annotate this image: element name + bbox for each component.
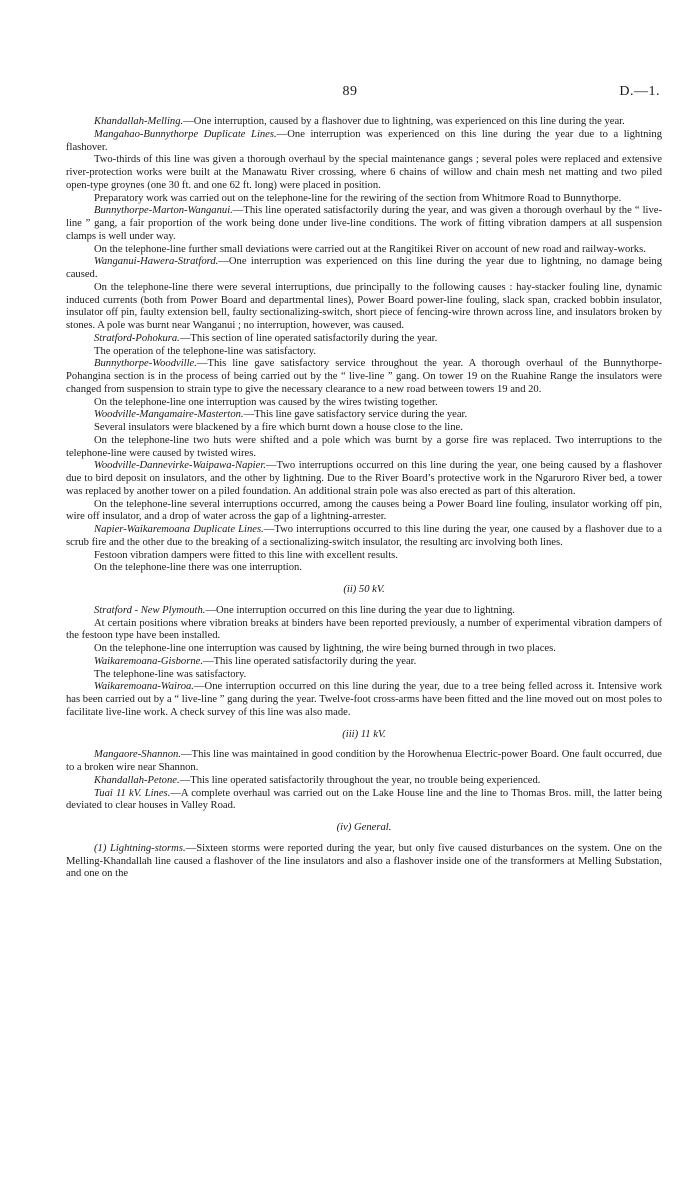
- paragraph-title: Khandallah-Melling.: [94, 116, 184, 127]
- paragraph: [66, 282, 662, 333]
- paragraph-text: Two-thirds of this line was given a thorough overhaul by the special maintenance gangs ; several poles were replaced and extensive river-protection works were built at the Manawatu River crossing, where 6 chains of willow and chain mesh net matting and two piled open-type groynes (one 30 ft. and one 62 ft. long) were placed in position.: [66, 154, 662, 191]
- section-heading: [66, 822, 662, 835]
- paragraph: Tuai 11 kV. Lines.—A complete overhaul was carried out on the Lake House line and the line to Thomas Bros. mill, the latter being deviated to clear houses in Valley Road.: [66, 787, 662, 812]
- paragraph-text: This line was maintained in good condition by the Horowhenua Electric-power Board. One fault occurred, due to a broken wire near Shannon.: [66, 749, 662, 773]
- paragraph-text: On the telephone-line one interruption was caused by lightning, the wire being burned through in two places.: [94, 643, 556, 654]
- paragraph-text: Several insulators were blackened by a fire which burnt down a house close to the line.: [94, 422, 463, 433]
- paragraph-text: One interruption occurred on this line during the year due to lightning.: [216, 604, 515, 616]
- paragraph: Stratford - New Plymouth.—One interruption occurred on this line during the year due to lightning.: [94, 604, 515, 616]
- paragraph-text: This line operated satisfactorily during the year, and was given a thorough overhaul by the “ live-line ” gang, a fair proportion of the work being done under live-line conditions. The work of fitting vibration dampers at all suspension clamps is well under way.: [66, 205, 662, 242]
- paragraph-title: Wanganui-Hawera-Stratford.: [94, 256, 219, 268]
- paragraph: Khandallah-Melling.—One interruption, caused by a flashover due to lightning, was experienced on this line during the year.: [94, 116, 625, 127]
- paragraph: Mangaore-Shannon.—This line was maintained in good condition by the Horowhenua Electric-power Board. One fault occurred, due to a broken wire near Shannon.: [66, 749, 662, 773]
- paragraph-title: (1) Lightning-storms.: [94, 842, 186, 854]
- document-reference: D.—1.: [619, 84, 660, 99]
- paragraph: [66, 244, 662, 257]
- paragraph-text: At certain positions where vibration breaks at binders have been reported previously, a number of experimental vibration dampers of the festoon type have been installed.: [66, 617, 662, 642]
- paragraph-text: Two interruptions occurred on this line during the year, one being caused by a flashover due to bird deposit on insulators, and the other by lightning. Due to the River Board’s protective work in the Ngaruroro River bed, a tower was replaced by another tower on a piled foundation. An additional strain pole was also erected as part of this alteration.: [66, 460, 662, 497]
- paragraph: Napier-Waikaremoana Duplicate Lines.—Two interruptions occurred to this line during the year, one caused by a flashover due to a scrub fire and the other due to the breaking of a sectionalizing-switch insulator, the resulting arc involving both lines.: [66, 524, 663, 548]
- paragraph-text: Two interruptions occurred to this line during the year, one caused by a flashover due to a scrub fire and the other due to the breaking of a sectionalizing-switch insulator, the resulting arc involving both lines.: [66, 524, 663, 548]
- paragraph: Waikaremoana-Wairoa.—One interruption occurred on this line during the year, due to a tree being felled across it. Intensive work has been carried out by a “ live-line ” gang during the year. Twelve-foot cross-arms have been fitted and the line moved out on most poles to facilitate live-line work. A check survey of this line was also made.: [66, 681, 662, 718]
- paragraph: [66, 346, 662, 359]
- section-heading-text: (iv) General.: [336, 822, 392, 833]
- paragraph-title: Stratford-Pohokura.: [94, 332, 180, 344]
- paragraph-title: Bunnythorpe-Marton-Wanganui.: [94, 205, 233, 217]
- paragraph-title: Waikaremoana-Gisborne.: [94, 655, 203, 667]
- paragraph-text: The operation of the telephone-line was satisfactory.: [94, 345, 316, 357]
- paragraph-text: Sixteen storms were reported during the year, but only five caused disturbances on the system. One on the Melling-Khandallah line caused a flashover of the line insulators and also a flashover inside one of the transformers at Melling Substation, and one on the: [66, 842, 662, 880]
- paragraph-text: This line gave satisfactory service during the year.: [254, 409, 468, 421]
- paragraph-text: One interruption, caused by a flashover due to lightning, was experienced on this line during the year.: [193, 116, 625, 127]
- paragraph: Wanganui-Hawera-Stratford.—One interruption was experienced on this line during the year due to lightning, no damage being caused.: [66, 256, 662, 280]
- paragraph-text: On the telephone-line there were several interruptions, due principally to the following causes : hay-stacker fouling line, dynamic induced currents (both from Power Board and departmental lines), Power Board power-line fouling, slack span, cracked bobbin insulator, insulator off pin, faulty extension bell, faulty sectionalizing-switch, short piece of fencing-wire thrown across line, and insulators broken by stones. A pole was burnt near Wanganui ; no interruption, however, was caused.: [66, 281, 662, 331]
- paragraph-title: Woodville-Dannevirke-Waipawa-Napier.: [94, 460, 266, 472]
- paragraph-text: One interruption occurred on this line during the year, due to a tree being felled across it. Intensive work has been carried out by a “ live-line ” gang during the year. Twelve-foot cross-arms have been fitted and the line moved out on most poles to facilitate live-line work. A check survey of this line was also made.: [66, 681, 662, 718]
- section-heading: [66, 584, 662, 597]
- paragraph: Woodville-Dannevirke-Waipawa-Napier.—Two interruptions occurred on this line during the year, one being caused by a flashover due to bird deposit on insulators, and the other by lightning. Due to the River Board’s protective work in the Ngaruroro River bed, a tower was replaced by another tower on a piled foundation. An additional strain pole was also erected as part of this alteration.: [66, 460, 662, 497]
- paragraph-text: One interruption was experienced on this line during the year due to a lightning flashover.: [66, 128, 662, 153]
- paragraph-text: This line gave satisfactory service throughout the year. A thorough overhaul of the Bunnythorpe-Pohangina section is in the process of being carried out by the “ live-line ” gang. On tower 19 on the Ruahine Range the insulators were changed from suspension to strain type to give the necessary clearance to a new road between towers 19 and 20.: [66, 358, 662, 395]
- paragraph-text: The telephone-line was satisfactory.: [94, 668, 247, 680]
- paragraph: [66, 397, 662, 410]
- paragraph: [66, 422, 662, 435]
- paragraph-title: Khandallah-Petone.: [94, 774, 180, 786]
- paragraph: [66, 562, 662, 575]
- paragraph-text: This line operated satisfactorily during the year.: [213, 655, 417, 667]
- section-heading-text: (ii) 50 kV.: [343, 584, 385, 595]
- paragraph-title: Mangaore-Shannon.: [94, 749, 181, 761]
- paragraph: Bunnythorpe-Marton-Wanganui.—This line operated satisfactorily during the year, and was given a thorough overhaul by the “ live-line ” gang, a fair proportion of the work being done under live-line conditions. The work of fitting vibration dampers at all suspension clamps is well under way.: [66, 205, 662, 242]
- paragraph-text: One interruption was experienced on this line during the year due to lightning, no damage being caused.: [66, 256, 662, 280]
- paragraph-text: This line operated satisfactorily throughout the year, no trouble being experienced.: [190, 774, 541, 786]
- paragraph-text: On the telephone-line there was one interruption.: [94, 562, 302, 574]
- paragraph: Bunnythorpe-Woodville.—This line gave satisfactory service throughout the year. A thorough overhaul of the Bunnythorpe-Pohangina section is in the process of being carried out by the “ live-line ” gang. On tower 19 on the Ruahine Range the insulators were changed from suspension to strain type to give the necessary clearance to a new road between towers 19 and 20.: [66, 358, 662, 395]
- paragraph: Waikaremoana-Gisborne.—This line operated satisfactorily during the year.: [94, 655, 417, 667]
- section-heading-text: (iii) 11 kV.: [342, 728, 386, 740]
- paragraph-text: Festoon vibration dampers were fitted to this line with excellent results.: [94, 549, 398, 561]
- paragraph: [66, 435, 662, 461]
- paragraph-text: On the telephone-line one interruption was caused by the wires twisting together.: [94, 396, 438, 408]
- paragraph-text: On the telephone-line two huts were shifted and a pole which was burnt by a gorse fire was replaced. Two interruptions to the telephone-line were caused by twisted wires.: [66, 434, 662, 459]
- paragraph-text: Preparatory work was carried out on the telephone-line for the rewiring of the section from Whitmore Road to Bunnythorpe.: [94, 192, 622, 204]
- paragraph: [66, 550, 662, 563]
- paragraph: (1) Lightning-storms.—Sixteen storms were reported during the year, but only five caused disturbances on the system. One on the Melling-Khandallah line caused a flashover of the line insulators and also a flashover inside one of the transformers at Melling Substation, and one on the: [66, 842, 662, 880]
- page-number: 89: [342, 84, 358, 99]
- paragraph-text: A complete overhaul was carried out on the Lake House line and the line to Thomas Bros. mill, the latter being deviated to clear houses in Valley Road.: [66, 787, 662, 812]
- paragraph-title: Tuai 11 kV. Lines.: [94, 787, 171, 799]
- paragraph: [66, 618, 662, 644]
- document-body: [66, 116, 662, 881]
- paragraph: Mangahao-Bunnythorpe Duplicate Lines.—One interruption was experienced on this line during the year due to a lightning flashover.: [66, 128, 662, 153]
- paragraph-title: Napier-Waikaremoana Duplicate Lines.: [94, 524, 264, 535]
- paragraph-text: This section of line operated satisfactorily during the year.: [190, 332, 438, 344]
- paragraph-text: On the telephone-line several interruptions occurred, among the causes being a Power Board line fouling, insulator working off pin, wire off insulator, and a drop of water across the gap of a lightning-arrester.: [66, 498, 662, 523]
- paragraph-text: On the telephone-line further small deviations were carried out at the Rangitikei River on account of new road and railway-works.: [94, 243, 646, 255]
- paragraph-title: Mangahao-Bunnythorpe Duplicate Lines.: [94, 128, 277, 140]
- paragraph: Woodville-Mangamaire-Masterton.—This line gave satisfactory service during the year.: [94, 409, 468, 421]
- paragraph: [66, 669, 662, 682]
- section-heading: [66, 729, 662, 742]
- paragraph: [66, 643, 662, 656]
- paragraph: Khandallah-Petone.—This line operated satisfactorily throughout the year, no trouble being experienced.: [94, 774, 541, 786]
- paragraph-title: Bunnythorpe-Woodville.: [94, 358, 197, 370]
- paragraph-title: Woodville-Mangamaire-Masterton.: [94, 409, 244, 421]
- paragraph-title: Stratford - New Plymouth.: [94, 604, 206, 616]
- paragraph: Stratford-Pohokura.—This section of line operated satisfactorily during the year.: [94, 332, 438, 344]
- paragraph-title: Waikaremoana-Wairoa.: [94, 681, 194, 693]
- paragraph: [66, 154, 662, 192]
- paragraph: [66, 193, 662, 206]
- paragraph: [66, 499, 662, 525]
